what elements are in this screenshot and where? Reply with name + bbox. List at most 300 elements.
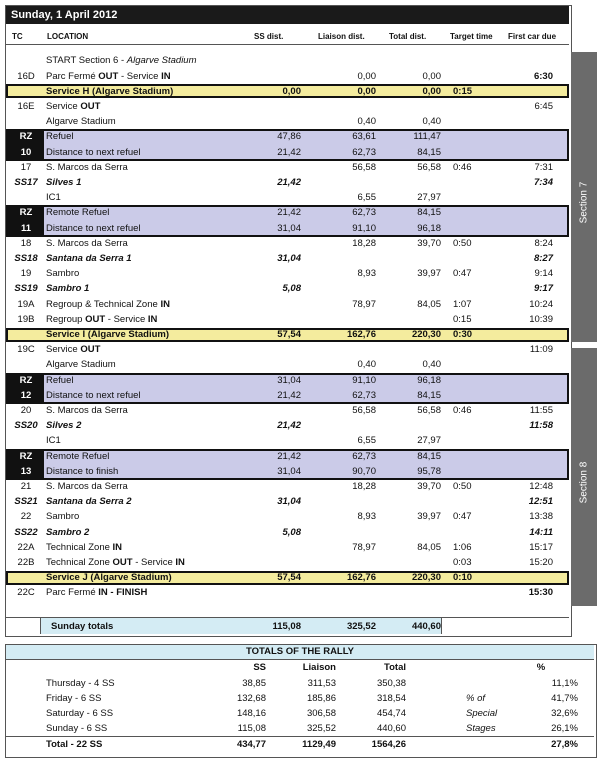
- table-row: [6, 297, 569, 312]
- rally-row-pct: 27,8%: [551, 739, 578, 750]
- row-location-part: Technical Zone: [46, 541, 113, 553]
- row-tc: 12: [20, 389, 32, 401]
- rally-row: [6, 736, 594, 752]
- row-location-part: - Service: [132, 556, 176, 568]
- row-ss-dist: 21,42: [277, 146, 301, 158]
- row-ss-dist: 57,54: [277, 328, 301, 340]
- table-row: [6, 433, 569, 448]
- row-location: [46, 175, 81, 190]
- row-location-part: Service: [46, 344, 81, 356]
- row-liaison-dist: 90,70: [352, 465, 376, 477]
- row-location: [46, 312, 157, 327]
- row-location-part: Distance to next refuel: [46, 222, 141, 234]
- rally-row-note: % of: [466, 693, 486, 704]
- row-ss-dist: 31,04: [277, 374, 301, 386]
- row-first-car-due: 12:51: [528, 496, 553, 508]
- row-first-car-due: 15:20: [529, 556, 553, 568]
- row-liaison-dist: 162,76: [346, 572, 376, 584]
- row-location: [46, 570, 172, 585]
- table-row: [6, 69, 569, 84]
- row-first-car-due: 11:09: [529, 344, 553, 356]
- table-row: [6, 342, 569, 357]
- rally-row-total: 318,54: [376, 693, 406, 704]
- row-ss-dist: 21,42: [277, 207, 301, 219]
- row-location: [46, 403, 128, 418]
- row-total-dist: 220,30: [411, 572, 441, 584]
- row-target-time: 0:46: [453, 404, 472, 416]
- section-8-label: Section 8: [578, 461, 590, 504]
- row-location-part: S. Marcos da Serra: [46, 404, 128, 416]
- row-liaison-dist: 78,97: [352, 298, 376, 310]
- row-location: [46, 433, 61, 448]
- row-liaison-dist: 91,10: [352, 222, 376, 234]
- row-tc: 17: [20, 161, 32, 173]
- row-total-dist: 96,18: [417, 222, 441, 234]
- row-location-part: Service: [46, 100, 81, 112]
- row-location: [46, 251, 132, 266]
- col-total: Total dist.: [389, 32, 427, 41]
- row-location-part: Silves 2: [46, 420, 82, 432]
- rally-row-ss: 115,08: [237, 723, 266, 734]
- col-liaison: Liaison dist.: [318, 32, 365, 41]
- row-location-part: Distance to next refuel: [46, 146, 141, 158]
- row-location: [46, 464, 118, 479]
- table-row: [6, 585, 569, 600]
- row-location-part: Technical Zone: [46, 556, 113, 568]
- rally-row-liaison: 185,86: [306, 693, 336, 704]
- row-location-part: S. Marcos da Serra: [46, 480, 128, 492]
- row-tc: SS20: [14, 420, 38, 432]
- rally-row-note: Stages: [466, 723, 496, 734]
- rally-row-pct: 32,6%: [551, 708, 578, 719]
- rally-row: [6, 691, 594, 706]
- row-location: [46, 585, 147, 600]
- row-liaison-dist: 56,58: [352, 161, 376, 173]
- table-row: [6, 236, 569, 251]
- row-location: [46, 555, 185, 570]
- rally-row-liaison: 311,53: [307, 678, 336, 689]
- row-liaison-dist: 6,55: [357, 435, 376, 447]
- row-location-part: Service H (Algarve Stadium): [46, 85, 174, 97]
- row-total-dist: 56,58: [417, 404, 441, 416]
- row-location: [46, 69, 171, 84]
- row-total-dist: 84,05: [417, 298, 441, 310]
- row-total-dist: 27,97: [417, 435, 441, 447]
- row-first-car-due: 7:34: [533, 176, 553, 188]
- rally-row: [6, 706, 594, 721]
- refuel-row: [6, 373, 569, 388]
- rally-col-liaison: Liaison: [302, 662, 336, 673]
- row-tc: 19: [20, 268, 32, 280]
- row-total-dist: 0,00: [422, 70, 441, 82]
- rally-row-liaison: 1129,49: [302, 739, 336, 750]
- rally-row-label: Friday - 6 SS: [46, 693, 102, 704]
- page-title: Sunday, 1 April 2012: [6, 6, 569, 24]
- row-liaison-dist: 56,58: [352, 404, 376, 416]
- row-tc: 22B: [17, 556, 35, 568]
- row-location: [46, 327, 169, 342]
- rally-row-total: 454,74: [376, 708, 406, 719]
- row-location-part: S. Marcos da Serra: [46, 237, 128, 249]
- row-first-car-due: 12:48: [529, 480, 553, 492]
- row-first-car-due: 11:55: [529, 404, 553, 416]
- row-total-dist: 56,58: [417, 161, 441, 173]
- row-liaison-dist: 8,93: [357, 268, 376, 280]
- row-location: [46, 221, 141, 236]
- row-ss-dist: 0,00: [282, 85, 301, 97]
- row-location: [46, 388, 141, 403]
- row-tc: RZ: [19, 131, 33, 143]
- row-target-time: 1:06: [453, 541, 472, 553]
- refuel-row: [6, 464, 569, 479]
- row-location-part: OUT: [98, 70, 119, 82]
- row-location-part: IC1: [46, 192, 61, 204]
- row-location: [46, 494, 132, 509]
- col-target-time: Target time: [450, 32, 493, 41]
- row-location: [46, 297, 170, 312]
- row-tc: 22C: [17, 587, 35, 599]
- rally-row-ss: 132,68: [236, 693, 266, 704]
- table-row: [6, 266, 569, 281]
- row-tc: 16E: [17, 100, 35, 112]
- row-tc: 20: [20, 404, 32, 416]
- row-tc: SS21: [14, 496, 38, 508]
- table-row: [6, 114, 569, 129]
- row-location-part: Distance to finish: [46, 465, 119, 477]
- sunday-totals-liaison: 325,52: [346, 621, 376, 632]
- row-location-part: Refuel: [46, 131, 74, 143]
- row-first-car-due: 13:38: [529, 511, 553, 523]
- row-location-part: Sambro 2: [46, 526, 90, 538]
- row-ss-dist: 5,08: [282, 526, 301, 538]
- row-target-time: 0:47: [453, 511, 472, 523]
- row-location-part: Service J (Algarve Stadium): [46, 572, 172, 584]
- row-tc: SS22: [14, 526, 38, 538]
- row-liaison-dist: 0,40: [357, 116, 376, 128]
- row-liaison-dist: 0,40: [357, 359, 376, 371]
- row-first-car-due: 9:14: [534, 268, 553, 280]
- row-location: [46, 449, 109, 464]
- sunday-totals-row: [6, 617, 569, 635]
- row-location: [46, 129, 73, 144]
- row-location: [46, 205, 109, 220]
- row-location-part: Distance to next refuel: [46, 389, 141, 401]
- row-location-part: Regroup & Technical Zone: [46, 298, 161, 310]
- row-liaison-dist: 8,93: [357, 511, 376, 523]
- row-tc: 19C: [17, 344, 35, 356]
- table-row: [6, 540, 569, 555]
- row-location-part: IN - FINISH: [98, 587, 148, 599]
- row-location: [46, 281, 89, 296]
- table-row: [6, 479, 569, 494]
- table-row: [6, 160, 569, 175]
- row-tc: 22A: [17, 541, 35, 553]
- row-liaison-dist: 62,73: [352, 389, 376, 401]
- rally-header-row: [6, 660, 594, 675]
- row-location-part: OUT: [112, 556, 133, 568]
- row-total-dist: 84,15: [417, 146, 441, 158]
- row-tc: 19A: [17, 298, 35, 310]
- row-ss-dist: 21,42: [277, 389, 301, 401]
- stage-row: [6, 418, 569, 433]
- rally-totals-title: TOTALS OF THE RALLY: [6, 645, 594, 660]
- row-tc: RZ: [19, 207, 33, 219]
- rally-row-total: 440,60: [376, 723, 406, 734]
- row-target-time: 0:15: [453, 313, 472, 325]
- stage-row: [6, 494, 569, 509]
- row-target-time: 0:47: [453, 268, 472, 280]
- service-row: [6, 327, 569, 342]
- row-liaison-dist: 62,73: [352, 450, 376, 462]
- row-location: [46, 540, 122, 555]
- row-location-part: Parc Fermé: [46, 70, 99, 82]
- row-ss-dist: 5,08: [282, 283, 301, 295]
- row-total-dist: 84,15: [417, 450, 441, 462]
- stage-row: [6, 281, 569, 296]
- table-row: [6, 509, 569, 524]
- row-first-car-due: 14:11: [529, 526, 553, 538]
- row-location: [46, 373, 73, 388]
- row-total-dist: 84,15: [417, 207, 441, 219]
- row-tc: SS19: [14, 283, 38, 295]
- row-tc: SS18: [14, 252, 38, 264]
- row-location-part: IN: [147, 313, 158, 325]
- row-location-part: Santana da Serra 1: [46, 252, 132, 264]
- rally-row-note: Special: [466, 708, 498, 719]
- row-total-dist: 84,05: [417, 541, 441, 553]
- row-total-dist: 220,30: [411, 328, 441, 340]
- row-location-part: OUT: [85, 313, 106, 325]
- refuel-row: [6, 449, 569, 464]
- col-location: LOCATION: [47, 32, 89, 41]
- row-location-part: Sambro: [46, 268, 80, 280]
- table-row: [6, 555, 569, 570]
- row-ss-dist: 31,04: [277, 496, 301, 508]
- rally-row-pct: 26,1%: [551, 723, 578, 734]
- row-location: [46, 266, 79, 281]
- start-venue: Algarve Stadium: [126, 55, 197, 66]
- row-location-part: Regroup: [46, 313, 86, 325]
- rally-row-total: 1564,26: [371, 739, 406, 750]
- row-ss-dist: 31,04: [277, 465, 301, 477]
- row-location: [46, 160, 128, 175]
- row-location-part: Sambro: [46, 511, 80, 523]
- row-location-part: Service I (Algarve Stadium): [46, 328, 170, 340]
- row-location: [46, 525, 89, 540]
- row-target-time: 0:15: [453, 85, 473, 97]
- refuel-row: [6, 205, 569, 220]
- sunday-totals-ss: 115,08: [272, 621, 301, 632]
- row-liaison-dist: 0,00: [357, 70, 376, 82]
- row-total-dist: 96,18: [417, 374, 441, 386]
- row-tc: 22: [20, 511, 32, 523]
- row-total-dist: 0,40: [422, 116, 441, 128]
- row-location: [46, 145, 141, 160]
- row-first-car-due: 6:45: [534, 100, 553, 112]
- row-ss-dist: 47,86: [277, 131, 301, 143]
- row-location-part: IC1: [46, 435, 61, 447]
- row-target-time: 0:50: [453, 237, 472, 249]
- start-row: [6, 53, 569, 68]
- header-divider: [6, 44, 569, 45]
- row-first-car-due: 10:24: [529, 298, 553, 310]
- row-liaison-dist: 18,28: [352, 480, 376, 492]
- row-liaison-dist: 18,28: [352, 237, 376, 249]
- row-first-car-due: 9:17: [533, 283, 553, 295]
- rally-row-label: Sunday - 6 SS: [46, 723, 108, 734]
- rally-row-pct: 41,7%: [551, 693, 578, 704]
- row-total-dist: 84,15: [417, 389, 441, 401]
- row-tc: RZ: [19, 374, 33, 386]
- row-target-time: 0:10: [453, 572, 473, 584]
- sunday-totals-total: 440,60: [411, 621, 441, 632]
- row-location: [46, 509, 79, 524]
- row-total-dist: 39,97: [417, 268, 441, 280]
- row-first-car-due: 15:17: [529, 541, 553, 553]
- row-tc: 10: [20, 146, 32, 158]
- row-tc: 11: [20, 222, 32, 234]
- row-liaison-dist: 62,73: [352, 207, 376, 219]
- row-location-part: IN: [112, 541, 123, 553]
- row-ss-dist: 21,42: [277, 420, 301, 432]
- row-tc: 21: [20, 480, 32, 492]
- row-tc: 13: [20, 465, 32, 477]
- row-location-part: Remote Refuel: [46, 207, 110, 219]
- row-ss-dist: 21,42: [277, 176, 301, 188]
- row-location-part: Silves 1: [46, 176, 82, 188]
- row-ss-dist: 21,42: [277, 450, 301, 462]
- row-total-dist: 39,70: [417, 480, 441, 492]
- row-liaison-dist: 162,76: [346, 328, 376, 340]
- row-location-part: Santana da Serra 2: [46, 496, 132, 508]
- stage-row: [6, 525, 569, 540]
- row-target-time: 1:07: [453, 298, 472, 310]
- rally-row-label: Saturday - 6 SS: [46, 708, 114, 719]
- row-location-part: OUT: [80, 100, 101, 112]
- section-7-label: Section 7: [578, 181, 590, 224]
- row-total-dist: 27,97: [417, 192, 441, 204]
- row-total-dist: 0,00: [422, 85, 441, 97]
- row-ss-dist: 31,04: [277, 252, 301, 264]
- stage-row: [6, 175, 569, 190]
- rally-row: [6, 676, 594, 691]
- rally-row-label: Thursday - 4 SS: [46, 678, 115, 689]
- row-tc: 18: [20, 237, 32, 249]
- refuel-row: [6, 129, 569, 144]
- row-liaison-dist: 62,73: [352, 146, 376, 158]
- row-first-car-due: 11:58: [529, 420, 553, 432]
- row-location: [46, 190, 61, 205]
- start-prefix: START Section 6 -: [46, 55, 127, 66]
- row-location: [46, 418, 81, 433]
- table-row: [6, 312, 569, 327]
- row-location: [46, 114, 116, 129]
- row-tc: 19B: [17, 313, 35, 325]
- row-location-part: Algarve Stadium: [46, 359, 116, 371]
- row-location-part: IN: [161, 70, 171, 82]
- row-location: [46, 99, 100, 114]
- rally-row-ss: 434,77: [236, 739, 266, 750]
- rally-row-label: Total - 22 SS: [46, 739, 103, 750]
- row-liaison-dist: 0,00: [357, 85, 376, 97]
- table-row: [6, 357, 569, 372]
- rally-row: [6, 721, 594, 736]
- table-row: [6, 403, 569, 418]
- row-total-dist: 111,47: [413, 131, 441, 143]
- row-first-car-due: 8:24: [534, 237, 553, 249]
- service-row: [6, 84, 569, 99]
- row-target-time: 0:46: [453, 161, 472, 173]
- section-7-tab: [571, 52, 597, 342]
- row-location-part: Remote Refuel: [46, 450, 110, 462]
- refuel-row: [6, 145, 569, 160]
- row-location-part: Sambro 1: [46, 283, 90, 295]
- row-liaison-dist: 6,55: [357, 192, 376, 204]
- row-location-part: Algarve Stadium: [46, 116, 116, 128]
- row-ss-dist: 57,54: [277, 572, 301, 584]
- rally-row-ss: 148,16: [236, 708, 266, 719]
- row-target-time: 0:03: [453, 556, 472, 568]
- col-first-car-due: First car due: [508, 32, 557, 41]
- service-row: [6, 570, 569, 585]
- refuel-row: [6, 388, 569, 403]
- row-location: [46, 342, 100, 357]
- row-tc: 16D: [17, 70, 35, 82]
- row-location-part: - Service: [105, 313, 148, 325]
- row-first-car-due: 8:27: [533, 252, 553, 264]
- row-location-part: Parc Fermé: [46, 587, 99, 599]
- row-location: [46, 357, 116, 372]
- row-first-car-due: 7:31: [534, 161, 553, 173]
- row-tc: SS17: [14, 176, 38, 188]
- row-liaison-dist: 63,61: [352, 131, 376, 143]
- row-location-part: IN: [175, 556, 185, 568]
- row-location-part: - Service: [118, 70, 162, 82]
- table-row: [6, 99, 569, 114]
- row-tc: RZ: [19, 450, 33, 462]
- rally-row-total: 350,38: [376, 678, 406, 689]
- row-location-part: S. Marcos da Serra: [46, 161, 128, 173]
- row-first-car-due: 15:30: [528, 587, 553, 599]
- row-location-part: OUT: [80, 344, 101, 356]
- row-total-dist: 95,78: [417, 465, 441, 477]
- stage-row: [6, 251, 569, 266]
- row-location-part: Refuel: [46, 374, 74, 386]
- row-total-dist: 39,97: [417, 511, 441, 523]
- table-row: [6, 190, 569, 205]
- rally-row-liaison: 325,52: [306, 723, 336, 734]
- sunday-totals-label: Sunday totals: [51, 621, 114, 632]
- rally-row-liaison: 306,58: [306, 708, 336, 719]
- row-ss-dist: 31,04: [277, 222, 301, 234]
- rally-col-ss: SS: [253, 662, 266, 673]
- row-total-dist: 0,40: [422, 359, 441, 371]
- row-location: [46, 479, 128, 494]
- section-8-tab: [571, 348, 597, 606]
- refuel-row: [6, 221, 569, 236]
- rally-row-ss: 38,85: [242, 678, 266, 689]
- row-location: [46, 84, 173, 99]
- row-location: [46, 236, 128, 251]
- row-target-time: 0:30: [453, 328, 473, 340]
- row-liaison-dist: 78,97: [352, 541, 376, 553]
- col-tc: TC: [12, 32, 23, 41]
- row-location-part: IN: [160, 298, 170, 310]
- row-liaison-dist: 91,10: [352, 374, 376, 386]
- col-ss: SS dist.: [254, 32, 284, 41]
- row-first-car-due: 10:39: [529, 313, 553, 325]
- row-target-time: 0:50: [453, 480, 472, 492]
